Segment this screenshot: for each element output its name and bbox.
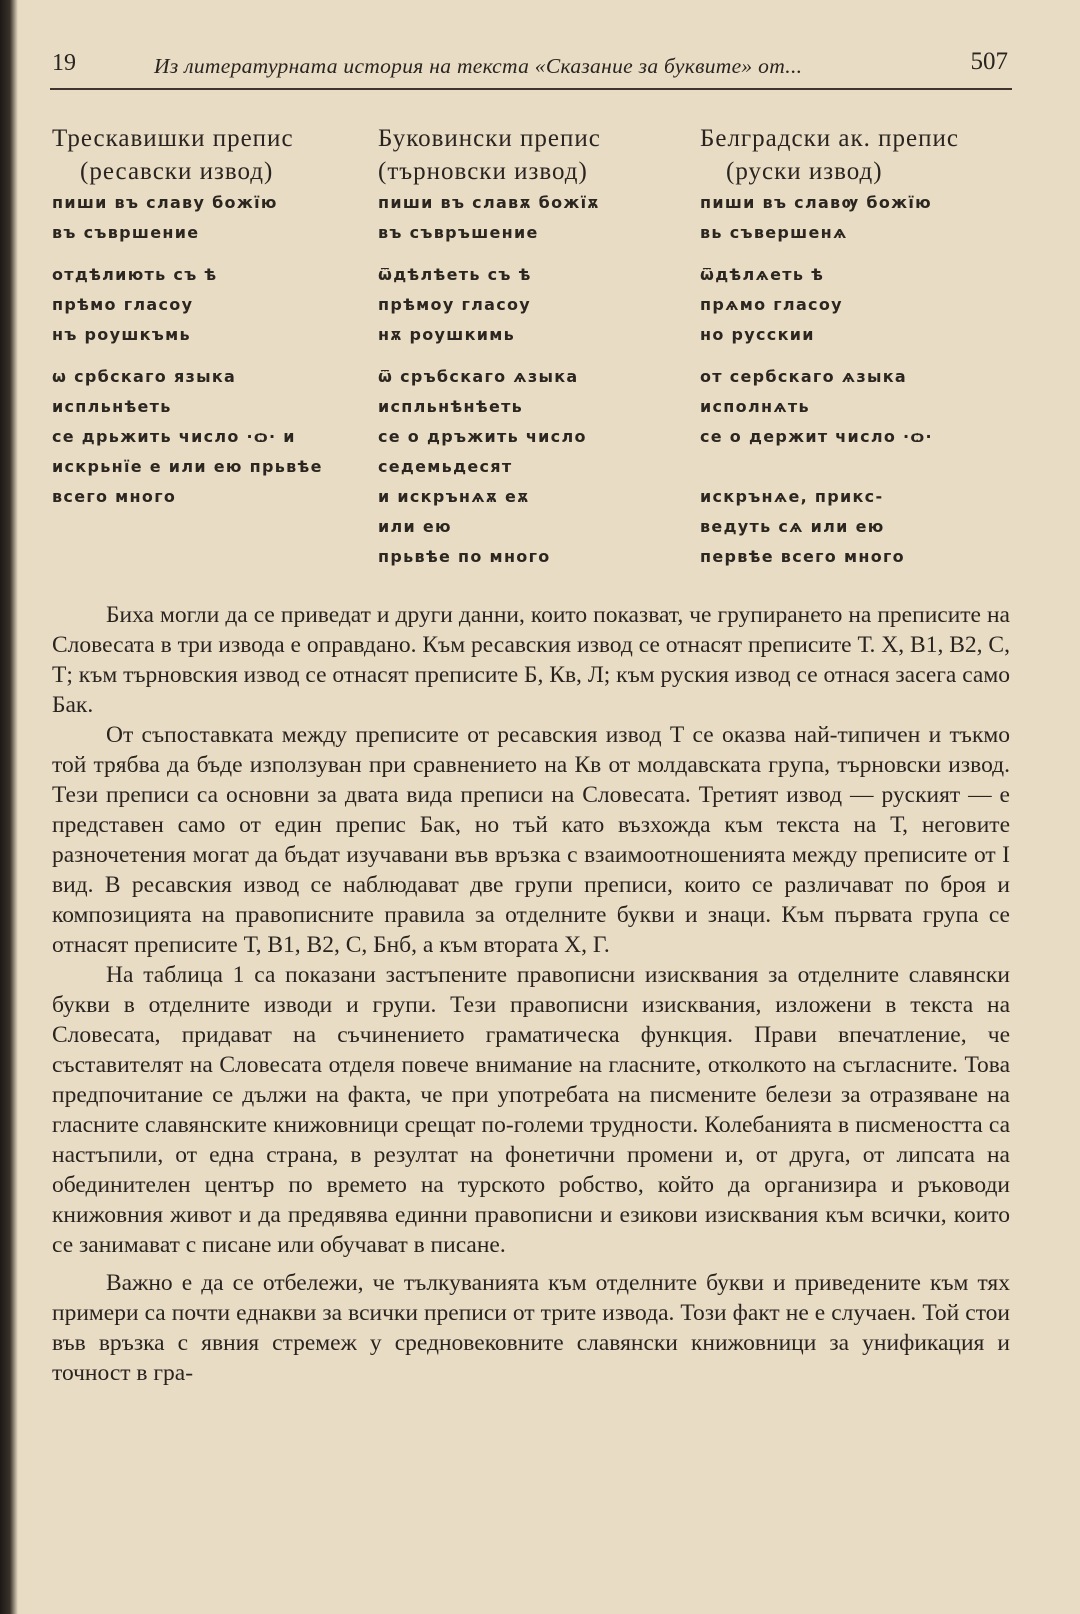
slavonic-line: от сербскаго ѧзыка [700, 367, 907, 386]
slavonic-line-blank [700, 452, 1020, 482]
line-gap [700, 248, 1020, 260]
slavonic-line: ведуть сѧ или ею [700, 517, 885, 536]
slavonic-line: испльнѣеть [52, 397, 172, 416]
running-title: Из литературната история на текста «Сказание за буквите» от... [154, 54, 803, 78]
slavonic-line: въ съвршение [52, 223, 200, 242]
slavonic-line: пиши въ славѹ божїю [700, 193, 932, 212]
slavonic-line: всего много [52, 487, 177, 506]
slavonic-line: се дрьжить число ·ѻ· и [52, 427, 296, 446]
slavonic-line: но русскии [700, 325, 815, 344]
slavonic-line: ѿдѣлѧеть ѣ [700, 265, 825, 284]
slavonic-line: прѣмоу гласоу [378, 295, 532, 314]
slavonic-line: се о держит число ·ѻ· [700, 427, 933, 446]
column-subtitle: (руски извод) [726, 158, 883, 185]
slavonic-line: ѿ сръбскаго ѧзыка [378, 367, 579, 386]
column-subtitle: (търновски извод) [378, 158, 588, 185]
header-rule [50, 88, 1012, 90]
column-title: Белградски ак. препис [700, 125, 959, 152]
slavonic-line: седемьдесят [378, 457, 513, 476]
column-treskavishki [52, 122, 352, 512]
slavonic-line: нъ роушкъмь [52, 325, 191, 344]
body-paragraph: На таблица 1 са показани застъпените правописни изисквания за отделните славянски букви в отделните изводи и групи. Тези правописни изисквания, изложени в текста на Словесата, придават на съчинението граматическа функция. Прави впечатление, че съставителят на Словесата отделя повече внимание на гласните, отколкото на съгласните. Това предпочитание се дължи на факта, че при употребата на писмените белези за отразяване на гласните славянските книжовници срещат по-големи трудности. Колебанията в писмеността са настъпили, от една страна, в резултат на фонетични промени и, от друга, от липсата на обединителен център по времето на турското робство, който да организира и ръководи книжовния живот и да предявява единни правописни и езикови изисквания към всички, които се занимават с писане или обучават в писане. [52, 962, 1010, 1258]
page-number-left: 19 [52, 50, 76, 76]
column-subtitle: (ресавски извод) [80, 158, 274, 185]
slavonic-line: вь съвершенѧ [700, 223, 848, 242]
slavonic-line: прьвѣе по много [378, 547, 551, 566]
slavonic-line: исполнѧть [700, 397, 810, 416]
slavonic-line: пиши въ славѫ божїѫ [378, 193, 600, 212]
column-belgradski [700, 122, 1020, 572]
line-gap [378, 248, 668, 260]
slavonic-line: и искрънѧѫ еѫ [378, 487, 530, 506]
slavonic-line: прѣмо гласоу [52, 295, 194, 314]
line-gap [52, 248, 352, 260]
slavonic-line: первѣе всего много [700, 547, 905, 566]
slavonic-line: отдѣлиють съ ѣ [52, 265, 218, 284]
column-title: Буковински препис [378, 125, 601, 152]
slavonic-line: ѡ србскаго языка [52, 367, 237, 386]
slavonic-line: искрънѧе, прикс- [700, 487, 884, 506]
slavonic-line: се о дръжить число [378, 427, 587, 446]
slavonic-line: прѧмо гласоу [700, 295, 843, 314]
slavonic-line: или ею [378, 517, 452, 536]
slavonic-line: въ съвръшение [378, 223, 539, 242]
line-gap [700, 350, 1020, 362]
column-bukovinski [378, 122, 668, 572]
slavonic-line: ѿдѣлѣеть съ ѣ [378, 265, 532, 284]
book-binding-shadow [0, 0, 18, 1614]
slavonic-line: нѫ роушкимь [378, 325, 516, 344]
slavonic-line: испльнѣнѣеть [378, 397, 524, 416]
body-text [52, 600, 1010, 1388]
page-header [52, 48, 1010, 82]
slavonic-line: искрьнїе е или ею прьвѣе [52, 457, 323, 476]
line-gap [52, 350, 352, 362]
column-title: Трескавишки препис [52, 125, 294, 152]
body-paragraph: Важно е да се отбележи, че тълкуванията към отделните букви и приведените към тях примери са почти еднакви за всички преписи от трите извода. Този факт не е случаен. Той стои във връзка с явния стремеж у средновековните славянски книжовници за унификация и точност в гра- [52, 1270, 1010, 1386]
page-number-right: 507 [970, 48, 1008, 75]
body-paragraph: От съпоставката между преписите от ресавския извод Т се оказва най-типичен и тъкмо той трябва да бъде използуван при сравнението на Кв от молдавската група, търновски извод. Тези преписи са основни за двата вида преписи на Словесата. Третият извод — руският — е представен само от един препис Бак, но тъй като възхожда към текста на Т, неговите разночетения могат да бъдат изучавани във връзка с взаимоотношенията между преписите от I вид. В ресавския извод се наблюдават две групи преписи, които се различават по броя и композицията на правописните правила за отделните букви и знаци. Към първата група се отнасят преписите Т, В1, В2, С, Бнб, а към втората Х, Г. [52, 722, 1010, 958]
body-paragraph: Биха могли да се приведат и други данни, които показват, че групирането на преписите на Словесата в три извода е оправдано. Към ресавския извод се отнасят преписите Т. Х, В1, В2, С, Т; към търновския извод се отнасят преписите Б, Кв, Л; към руския извод се отнася засега само Бак. [52, 602, 1010, 718]
line-gap [378, 350, 668, 362]
slavonic-line: пиши въ славу божїю [52, 193, 278, 212]
